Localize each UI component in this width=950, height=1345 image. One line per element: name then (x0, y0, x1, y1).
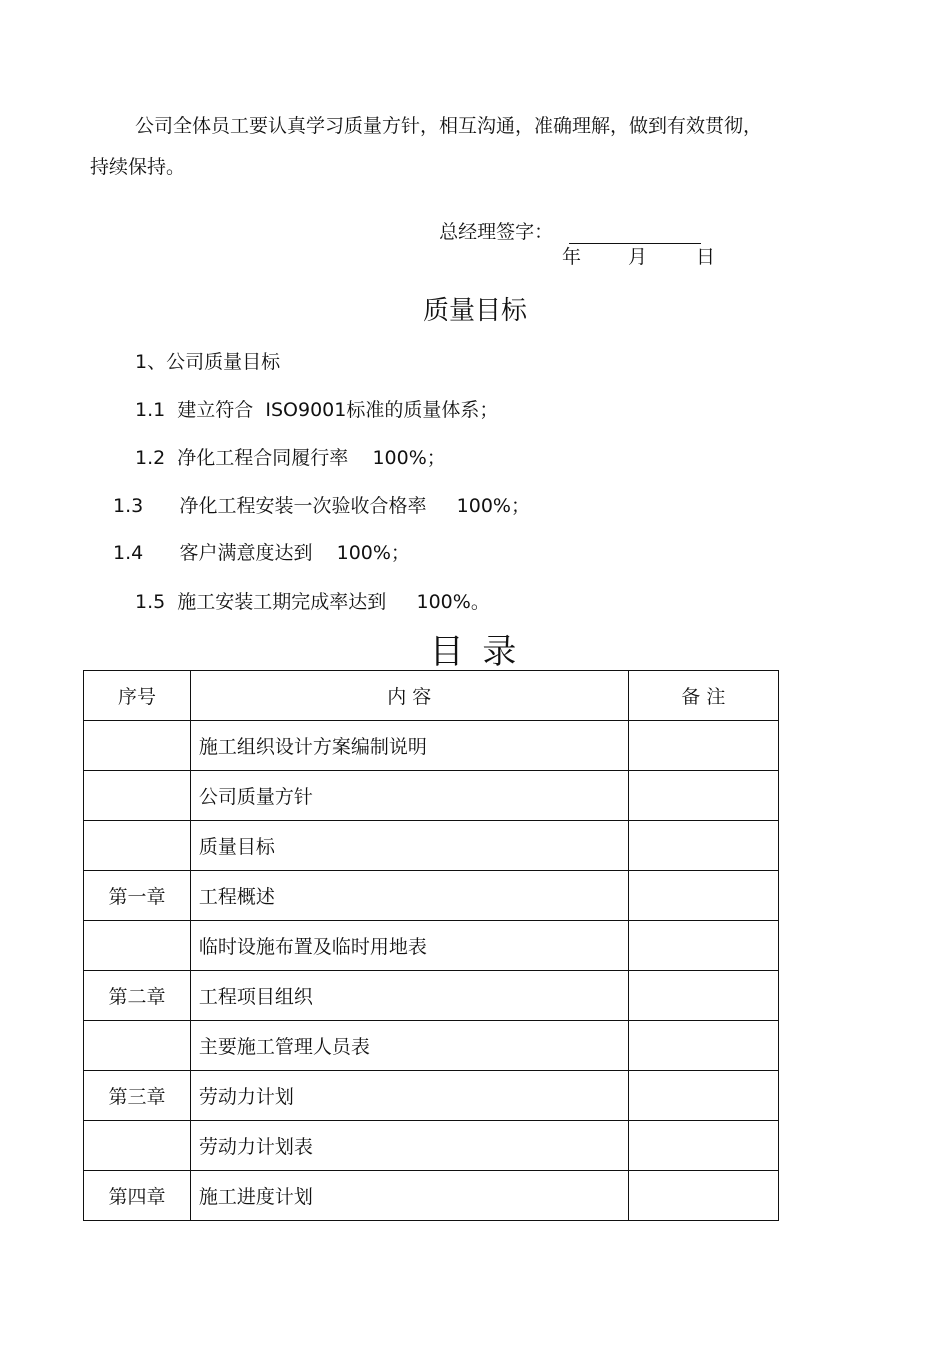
goal-item: 1.1 建立符合 ISO9001标准的质量体系； (135, 399, 499, 421)
signature-line (569, 225, 701, 244)
intro-paragraph-line1: 公司全体员工要认真学习质量方针，相互沟通，准确理解，做到有效贯彻， (135, 115, 763, 137)
date-day: 日 (696, 246, 716, 268)
toc-row (84, 1171, 779, 1221)
goal-item: 1.4 客户满意度达到 100%； (113, 542, 410, 564)
toc-cell-content: 施工进度计划 (190, 1171, 628, 1221)
signature-row (427, 196, 701, 244)
toc-row (84, 1071, 779, 1121)
toc-header-content: 内 容 (190, 671, 628, 721)
toc-cell-remarks (628, 1171, 778, 1221)
toc-cell-remarks (628, 771, 778, 821)
toc-cell-remarks (628, 971, 778, 1021)
toc-row (84, 871, 779, 921)
toc-cell-number (84, 771, 191, 821)
goal-item: 1.2 净化工程合同履行率 100%； (135, 447, 446, 469)
toc-cell-remarks (628, 1021, 778, 1071)
toc-cell-content: 劳动力计划表 (190, 1121, 628, 1171)
intro-paragraph-line2: 持续保持。 (90, 156, 186, 178)
toc-cell-remarks (628, 921, 778, 971)
toc-row (84, 921, 779, 971)
toc-cell-content: 施工组织设计方案编制说明 (190, 721, 628, 771)
toc-header-number: 序号 (84, 671, 191, 721)
goal-item: 1.5 施工安装工期完成率达到 100%。 (135, 591, 490, 613)
toc-cell-number (84, 721, 191, 771)
signature-label: 总经理签字： (439, 221, 554, 243)
toc-cell-number: 第一章 (84, 871, 191, 921)
toc-row (84, 771, 779, 821)
toc-cell-number (84, 921, 191, 971)
toc-cell-remarks (628, 871, 778, 921)
date-year: 年 (562, 246, 582, 268)
toc-cell-number (84, 1021, 191, 1071)
toc-title: 目 录 (429, 632, 521, 672)
toc-row (84, 1021, 779, 1071)
toc-cell-content: 工程项目组织 (190, 971, 628, 1021)
toc-cell-content: 临时设施布置及临时用地表 (190, 921, 628, 971)
toc-cell-remarks (628, 1071, 778, 1121)
toc-header-row (84, 671, 779, 721)
toc-table (83, 670, 779, 1221)
toc-cell-content: 公司质量方针 (190, 771, 628, 821)
toc-cell-remarks (628, 821, 778, 871)
toc-cell-content: 主要施工管理人员表 (190, 1021, 628, 1071)
toc-row (84, 721, 779, 771)
date-month: 月 (628, 246, 648, 268)
toc-cell-number (84, 821, 191, 871)
toc-header-remarks: 备 注 (628, 671, 778, 721)
goal-item: 1、公司质量目标 (135, 351, 281, 373)
toc-cell-content: 工程概述 (190, 871, 628, 921)
toc-cell-number: 第四章 (84, 1171, 191, 1221)
toc-cell-remarks (628, 721, 778, 771)
toc-row (84, 821, 779, 871)
toc-cell-remarks (628, 1121, 778, 1171)
quality-goals-title: 质量目标 (422, 296, 527, 326)
toc-cell-content: 劳动力计划 (190, 1071, 628, 1121)
toc-cell-number: 第二章 (84, 971, 191, 1021)
toc-cell-content: 质量目标 (190, 821, 628, 871)
toc-row (84, 1121, 779, 1171)
toc-row (84, 971, 779, 1021)
toc-cell-number: 第三章 (84, 1071, 191, 1121)
toc-cell-number (84, 1121, 191, 1171)
goal-item: 1.3 净化工程安装一次验收合格率 100%； (113, 495, 530, 517)
